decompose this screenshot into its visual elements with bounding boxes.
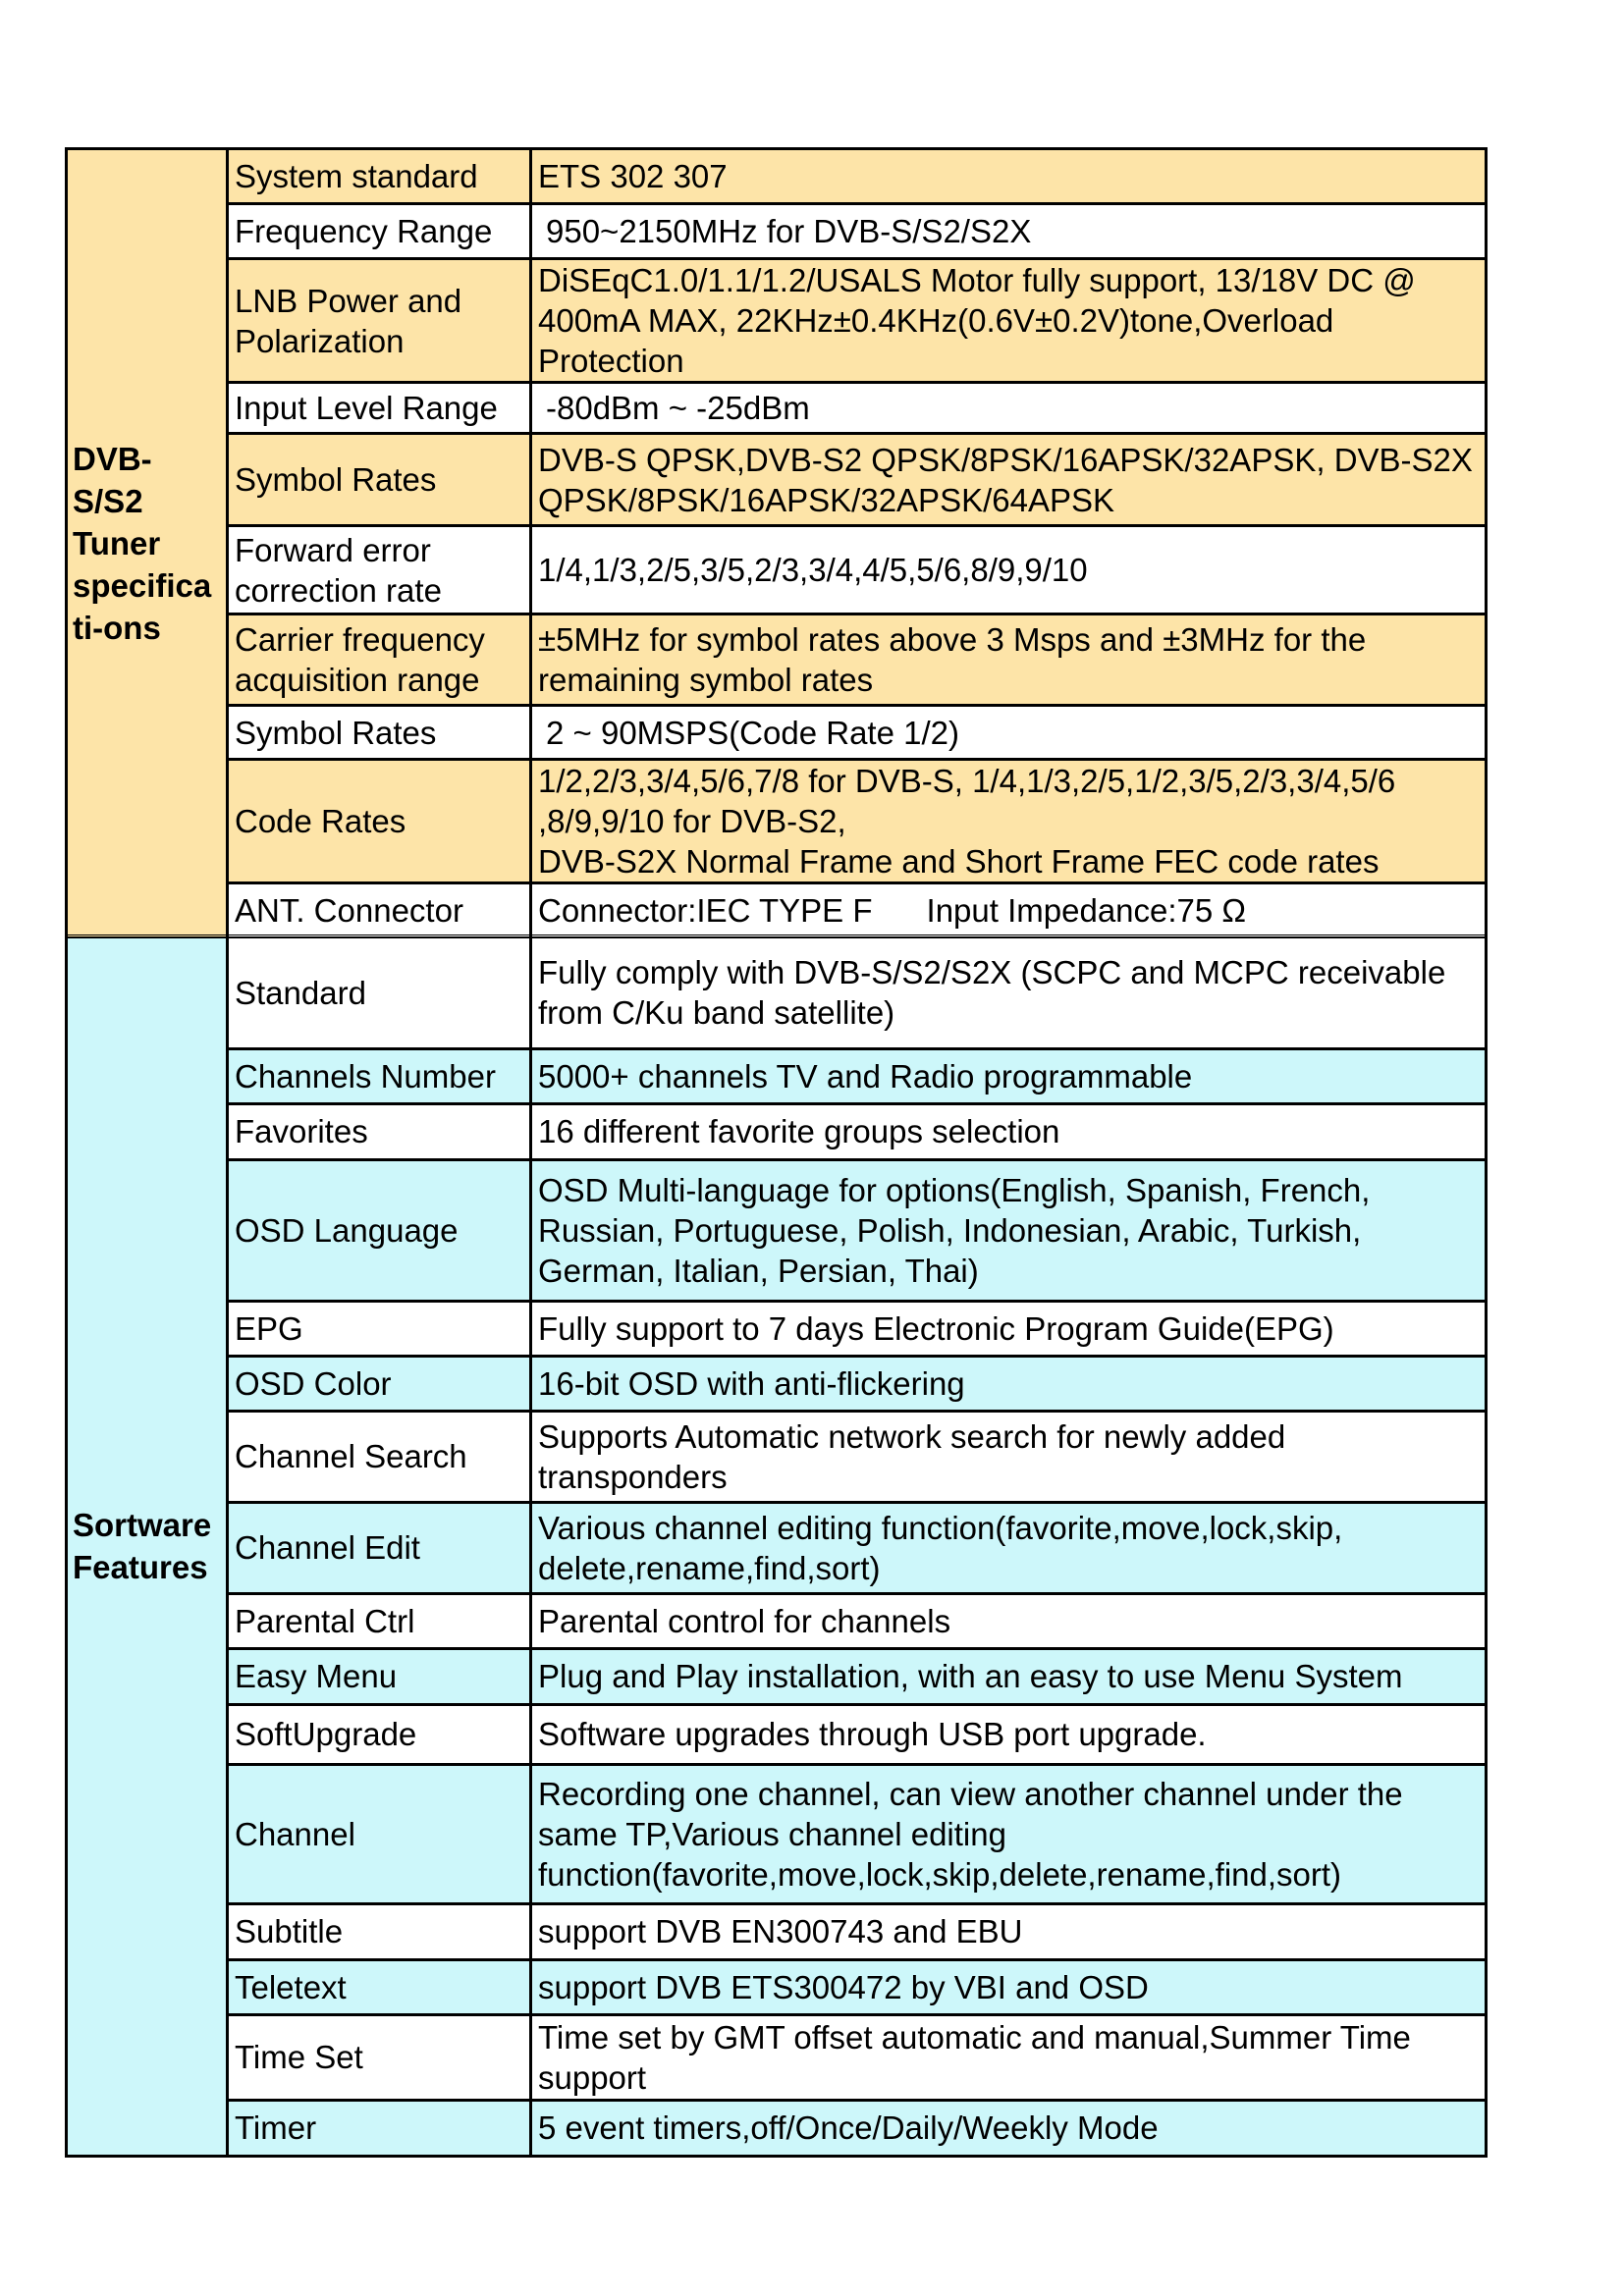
feature-label: Channel [228,1764,531,1903]
spec-label: Carrier frequency acquisition range [228,614,531,706]
feature-value: Parental control for channels [531,1593,1487,1648]
feature-label: Parental Ctrl [228,1593,531,1648]
feature-label: Channels Number [228,1048,531,1103]
spec-value: 950~2150MHz for DVB-S/S2/S2X [531,204,1487,259]
spec-value: 2 ~ 90MSPS(Code Rate 1/2) [531,706,1487,760]
software-group-label [67,936,228,2156]
software-features-table [65,934,1488,2158]
feature-label: Timer [228,2100,531,2156]
spec-value: 1/4,1/3,2/5,3/5,2/3,3/4,4/5,5/6,8/9,9/10 [531,526,1487,614]
feature-value: 16-bit OSD with anti-flickering [531,1356,1487,1411]
feature-value: Supports Automatic network search for newly added transponders [531,1411,1487,1502]
tuner-group-label [67,149,228,938]
feature-value: 5 event timers,off/Once/Daily/Weekly Mode [531,2100,1487,2156]
tuner-group-text: DVB- S/S2 Tuner specifica ti-ons [73,440,212,646]
feature-label: EPG [228,1301,531,1356]
feature-value: 16 different favorite groups selection [531,1103,1487,1159]
feature-value: support DVB ETS300472 by VBI and OSD [531,1959,1487,2014]
feature-label: Channel Edit [228,1502,531,1593]
feature-value: Software upgrades through USB port upgrade. [531,1704,1487,1764]
feature-value: Recording one channel, can view another channel under the same TP,Various channel editing function(favorite,move,lock,skip,delete,rename,find,sort) [531,1764,1487,1903]
feature-label: OSD Color [228,1356,531,1411]
feature-label: Favorites [228,1103,531,1159]
feature-label: Subtitle [228,1903,531,1959]
feature-label: SoftUpgrade [228,1704,531,1764]
feature-value: Time set by GMT offset automatic and manual,Summer Time support [531,2014,1487,2100]
spec-value: ±5MHz for symbol rates above 3 Msps and ±3MHz for the remaining symbol rates [531,614,1487,706]
feature-label: Channel Search [228,1411,531,1502]
feature-value: Fully support to 7 days Electronic Program Guide(EPG) [531,1301,1487,1356]
spec-value: DiSEqC1.0/1.1/1.2/USALS Motor fully support, 13/18V DC @ 400mA MAX, 22KHz±0.4KHz(0.6V±0.2V)tone,Overload Protection [531,259,1487,383]
feature-value: Plug and Play installation, with an easy to use Menu System [531,1648,1487,1704]
spec-value: DVB-S QPSK,DVB-S2 QPSK/8PSK/16APSK/32APSK, DVB-S2X QPSK/8PSK/16APSK/32APSK/64APSK [531,434,1487,526]
spec-label: ANT. Connector [228,883,531,938]
spec-value: 1/2,2/3,3/4,5/6,7/8 for DVB-S, 1/4,1/3,2/5,1/2,3/5,2/3,3/4,5/6 ,8/9,9/10 for DVB-S2, DVB-S2X Normal Frame and Short Frame FEC code rates [531,760,1487,883]
feature-label: Easy Menu [228,1648,531,1704]
spec-label: Code Rates [228,760,531,883]
feature-value: support DVB EN300743 and EBU [531,1903,1487,1959]
spec-label: Input Level Range [228,383,531,434]
spec-value: -80dBm ~ -25dBm [531,383,1487,434]
spec-label: Symbol Rates [228,434,531,526]
feature-label: Time Set [228,2014,531,2100]
feature-value: Fully comply with DVB-S/S2/S2X (SCPC and MCPC receivable from C/Ku band satellite) [531,936,1487,1048]
feature-value: 5000+ channels TV and Radio programmable [531,1048,1487,1103]
software-group-text: Sortware Features [73,1507,212,1586]
spec-label: Forward error correction rate [228,526,531,614]
feature-value: Various channel editing function(favorite,move,lock,skip, delete,rename,find,sort) [531,1502,1487,1593]
spec-label: LNB Power and Polarization [228,259,531,383]
spec-value: Connector:IEC TYPE F Input Impedance:75 Ω [531,883,1487,938]
feature-label: Standard [228,936,531,1048]
spec-label: Frequency Range [228,204,531,259]
feature-label: OSD Language [228,1159,531,1301]
tuner-spec-table [65,147,1488,940]
spec-label: Symbol Rates [228,706,531,760]
feature-value: OSD Multi-language for options(English, Spanish, French, Russian, Portuguese, Polish, Indonesian, Arabic, Turkish, German, Italian, Persian, Thai) [531,1159,1487,1301]
spec-value: ETS 302 307 [531,149,1487,204]
feature-label: Teletext [228,1959,531,2014]
spec-label: System standard [228,149,531,204]
